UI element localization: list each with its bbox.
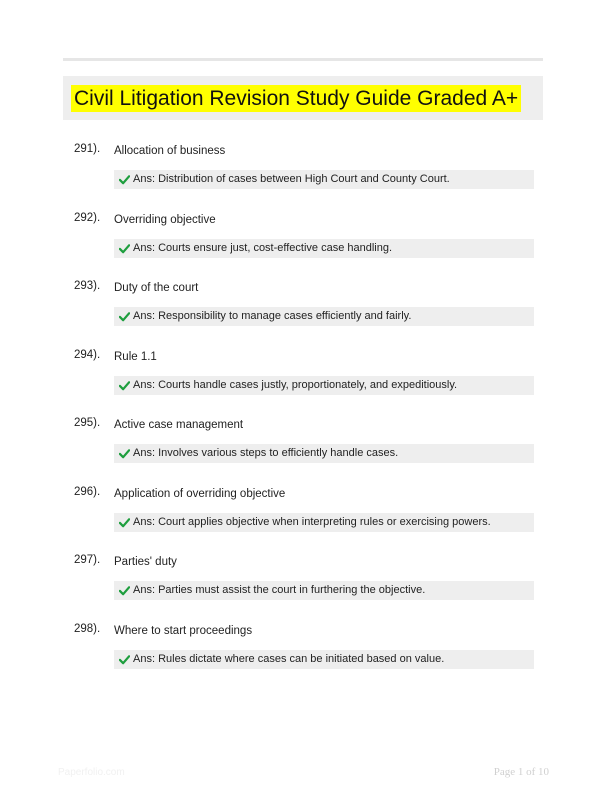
question-text: Application of overriding objective — [114, 487, 286, 500]
check-icon — [119, 448, 130, 459]
answer-box — [114, 581, 534, 600]
check-icon — [119, 380, 130, 391]
answer-box — [114, 307, 534, 326]
check-icon — [119, 311, 130, 322]
question-number: 298). — [74, 622, 101, 635]
page-indicator: Page 1 of 10 — [493, 766, 549, 778]
answer-text: Ans: Responsibility to manage cases efficiently and fairly. — [133, 310, 412, 322]
question-list — [0, 139, 606, 687]
question-item — [0, 139, 606, 208]
answer-box — [114, 376, 534, 395]
check-icon — [119, 174, 130, 185]
check-icon — [119, 517, 130, 528]
question-text: Parties' duty — [114, 556, 177, 568]
question-number: 297). — [74, 554, 101, 566]
question-item — [0, 276, 606, 345]
question-item — [0, 619, 606, 688]
question-number: 295). — [74, 417, 101, 429]
answer-text: Ans: Courts ensure just, cost-effective case handling. — [133, 241, 393, 254]
answer-box — [114, 650, 534, 669]
question-text: Where to start proceedings — [114, 624, 253, 637]
question-item — [0, 208, 606, 277]
answer-text: Ans: Rules dictate where cases can be initiated based on value. — [133, 652, 445, 665]
question-text: Rule 1.1 — [114, 350, 157, 363]
page-title: Civil Litigation Revision Study Guide Graded A+ — [71, 85, 521, 112]
question-item — [0, 345, 606, 414]
answer-box — [114, 513, 534, 532]
header-divider — [63, 58, 543, 61]
question-number: 293). — [74, 280, 101, 292]
answer-text: Ans: Court applies objective when interpreting rules or exercising powers. — [133, 515, 491, 528]
question-text: Allocation of business — [114, 145, 226, 157]
check-icon — [119, 243, 130, 254]
question-item — [0, 482, 606, 551]
title-banner — [63, 76, 543, 120]
question-text: Overriding objective — [114, 213, 216, 226]
answer-box — [114, 170, 534, 189]
question-number: 291). — [74, 143, 101, 155]
answer-text: Ans: Distribution of cases between High Court and County Court. — [133, 173, 450, 185]
question-number: 292). — [74, 211, 101, 224]
question-number: 294). — [74, 348, 101, 361]
check-icon — [119, 585, 130, 596]
answer-box — [114, 444, 534, 463]
question-text: Duty of the court — [114, 282, 199, 294]
question-number: 296). — [74, 485, 101, 498]
answer-text: Ans: Parties must assist the court in furthering the objective. — [133, 584, 426, 596]
question-item — [0, 413, 606, 482]
footer-watermark: Paperfolio.com — [58, 767, 125, 778]
answer-box — [114, 239, 534, 258]
question-text: Active case management — [114, 419, 244, 431]
check-icon — [119, 654, 130, 665]
answer-text: Ans: Courts handle cases justly, proportionately, and expeditiously. — [133, 378, 458, 391]
answer-text: Ans: Involves various steps to efficiently handle cases. — [133, 447, 399, 459]
question-item — [0, 550, 606, 619]
